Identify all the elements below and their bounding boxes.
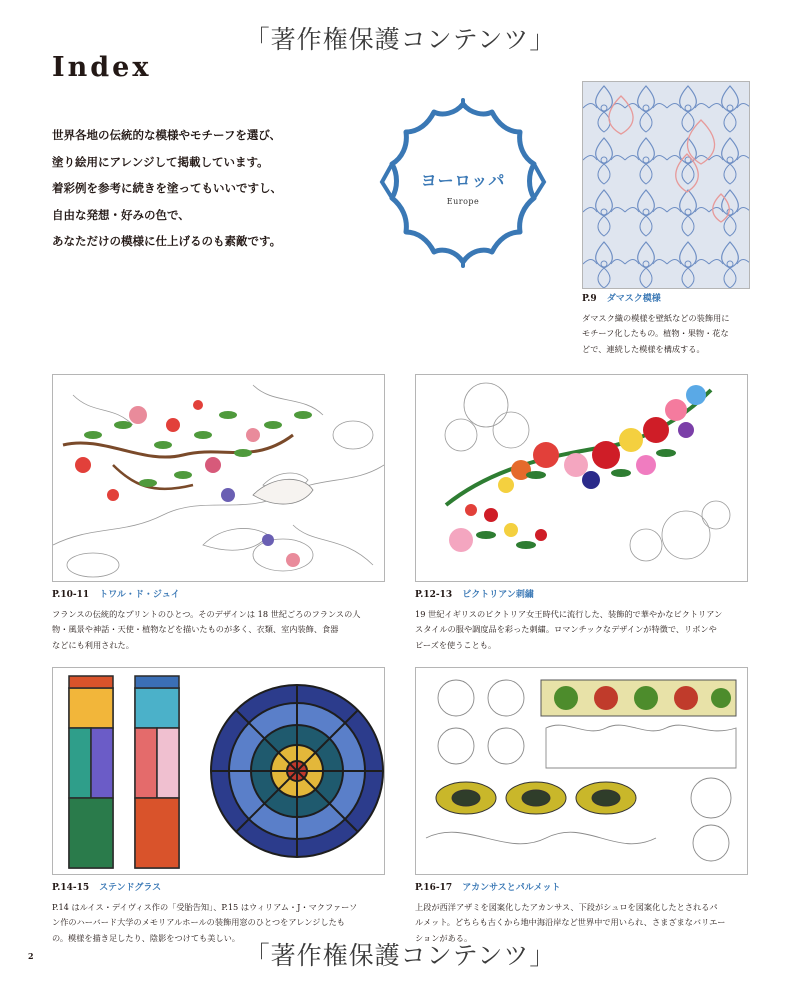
intro-line: 塗り絵用にアレンジして掲載しています。 bbox=[52, 154, 269, 169]
intro-line: 着彩例を参考に続きを塗ってもいいですし、 bbox=[52, 181, 282, 195]
entry-page: P.12-13 bbox=[415, 590, 453, 600]
entry-page: P.16-17 bbox=[415, 883, 453, 893]
entry-desc-line: ダマスク織の模様を壁紙などの装飾用に bbox=[582, 312, 730, 323]
watermark-bottom: 「著作権保護コンテンツ」 bbox=[244, 941, 556, 970]
entry-desc-line: ションがある。 bbox=[415, 932, 473, 943]
intro-text bbox=[52, 122, 282, 255]
entry-toile bbox=[52, 588, 392, 653]
intro-line: 世界各地の伝統的な模様やモチーフを選び、 bbox=[52, 128, 281, 142]
entry-desc-line: スタイルの服や調度品を彩った刺繍。ロマンチックなデザインが特徴で、リボンや bbox=[415, 624, 717, 634]
entry-desc-line: 上段が西洋アザミを図案化したアカンサス、下段がシュロを図案化したとされるパ bbox=[415, 901, 718, 912]
toile-de-jouy-artwork bbox=[52, 374, 385, 582]
page-number: 2 bbox=[28, 951, 34, 961]
entry-name: ダマスク模様 bbox=[606, 294, 661, 304]
entry-desc-line: どで、連続した模様を構成する。 bbox=[582, 343, 705, 354]
entry-desc-line: ン作のハーバード大学のメモリアルホールの装飾用窓のひとつをアレンジしたも bbox=[52, 917, 345, 927]
victorian-embroidery-artwork bbox=[415, 374, 748, 582]
entry-name: アカンサスとパルメット bbox=[462, 883, 561, 893]
entry-desc-line: モチーフ化したもの。植物・果物・花な bbox=[582, 328, 729, 338]
stained-glass-artwork bbox=[52, 667, 385, 875]
entry-desc-line: の。模様を描き足したり、陰影をつけても美しい。 bbox=[52, 932, 240, 943]
damask-artwork bbox=[582, 81, 750, 289]
entry-desc-line: P.14 はルイス・デイヴィス作の「受胎告知」、P.15 はウィリアム・J・マクファーソ bbox=[52, 901, 358, 912]
entry-desc-line: 19 世紀イギリスのビクトリア女王時代に流行した、装飾的で華やかなビクトリアン bbox=[415, 608, 723, 619]
entry-name: ステンドグラス bbox=[99, 883, 162, 893]
acanthus-palmette-artwork bbox=[415, 667, 748, 875]
entry-desc-line: 物・風景や神話・天使・植物などを描いたものが多く、衣類、室内装飾、食器 bbox=[52, 624, 339, 634]
intro-line: 自由な発想・好みの色で、 bbox=[52, 207, 190, 222]
entry-page: P.10-11 bbox=[52, 590, 90, 600]
entry-desc-line: フランスの伝統的なプリントのひとつ。そのデザインは 18 世紀ごろのフランスの人 bbox=[52, 608, 361, 619]
entry-name: ビクトリアン刺繍 bbox=[462, 590, 534, 600]
entry-desc-line: などにも利用された。 bbox=[52, 639, 134, 650]
section-title-jp: ヨーロッパ bbox=[420, 171, 506, 190]
watermark-top: 「著作権保護コンテンツ」 bbox=[244, 25, 556, 54]
entry-desc-line: ルメット。どちらも古くから地中海沿岸など世界中で用いられ、さまざまなバリエー bbox=[415, 917, 726, 927]
entry-victorian bbox=[415, 588, 755, 653]
entry-desc-line: ビーズを使うことも。 bbox=[415, 639, 497, 650]
intro-line: あなただけの模様に仕上げるのも素敵です。 bbox=[52, 234, 282, 248]
entry-damask bbox=[582, 292, 762, 357]
entry-name: トワル・ド・ジュイ bbox=[99, 590, 180, 600]
section-title-en: Europe bbox=[446, 197, 480, 206]
page-title: Index bbox=[52, 52, 152, 83]
section-badge bbox=[374, 168, 552, 206]
entry-page: P.14-15 bbox=[52, 883, 90, 893]
entry-page: P.9 bbox=[582, 294, 597, 304]
